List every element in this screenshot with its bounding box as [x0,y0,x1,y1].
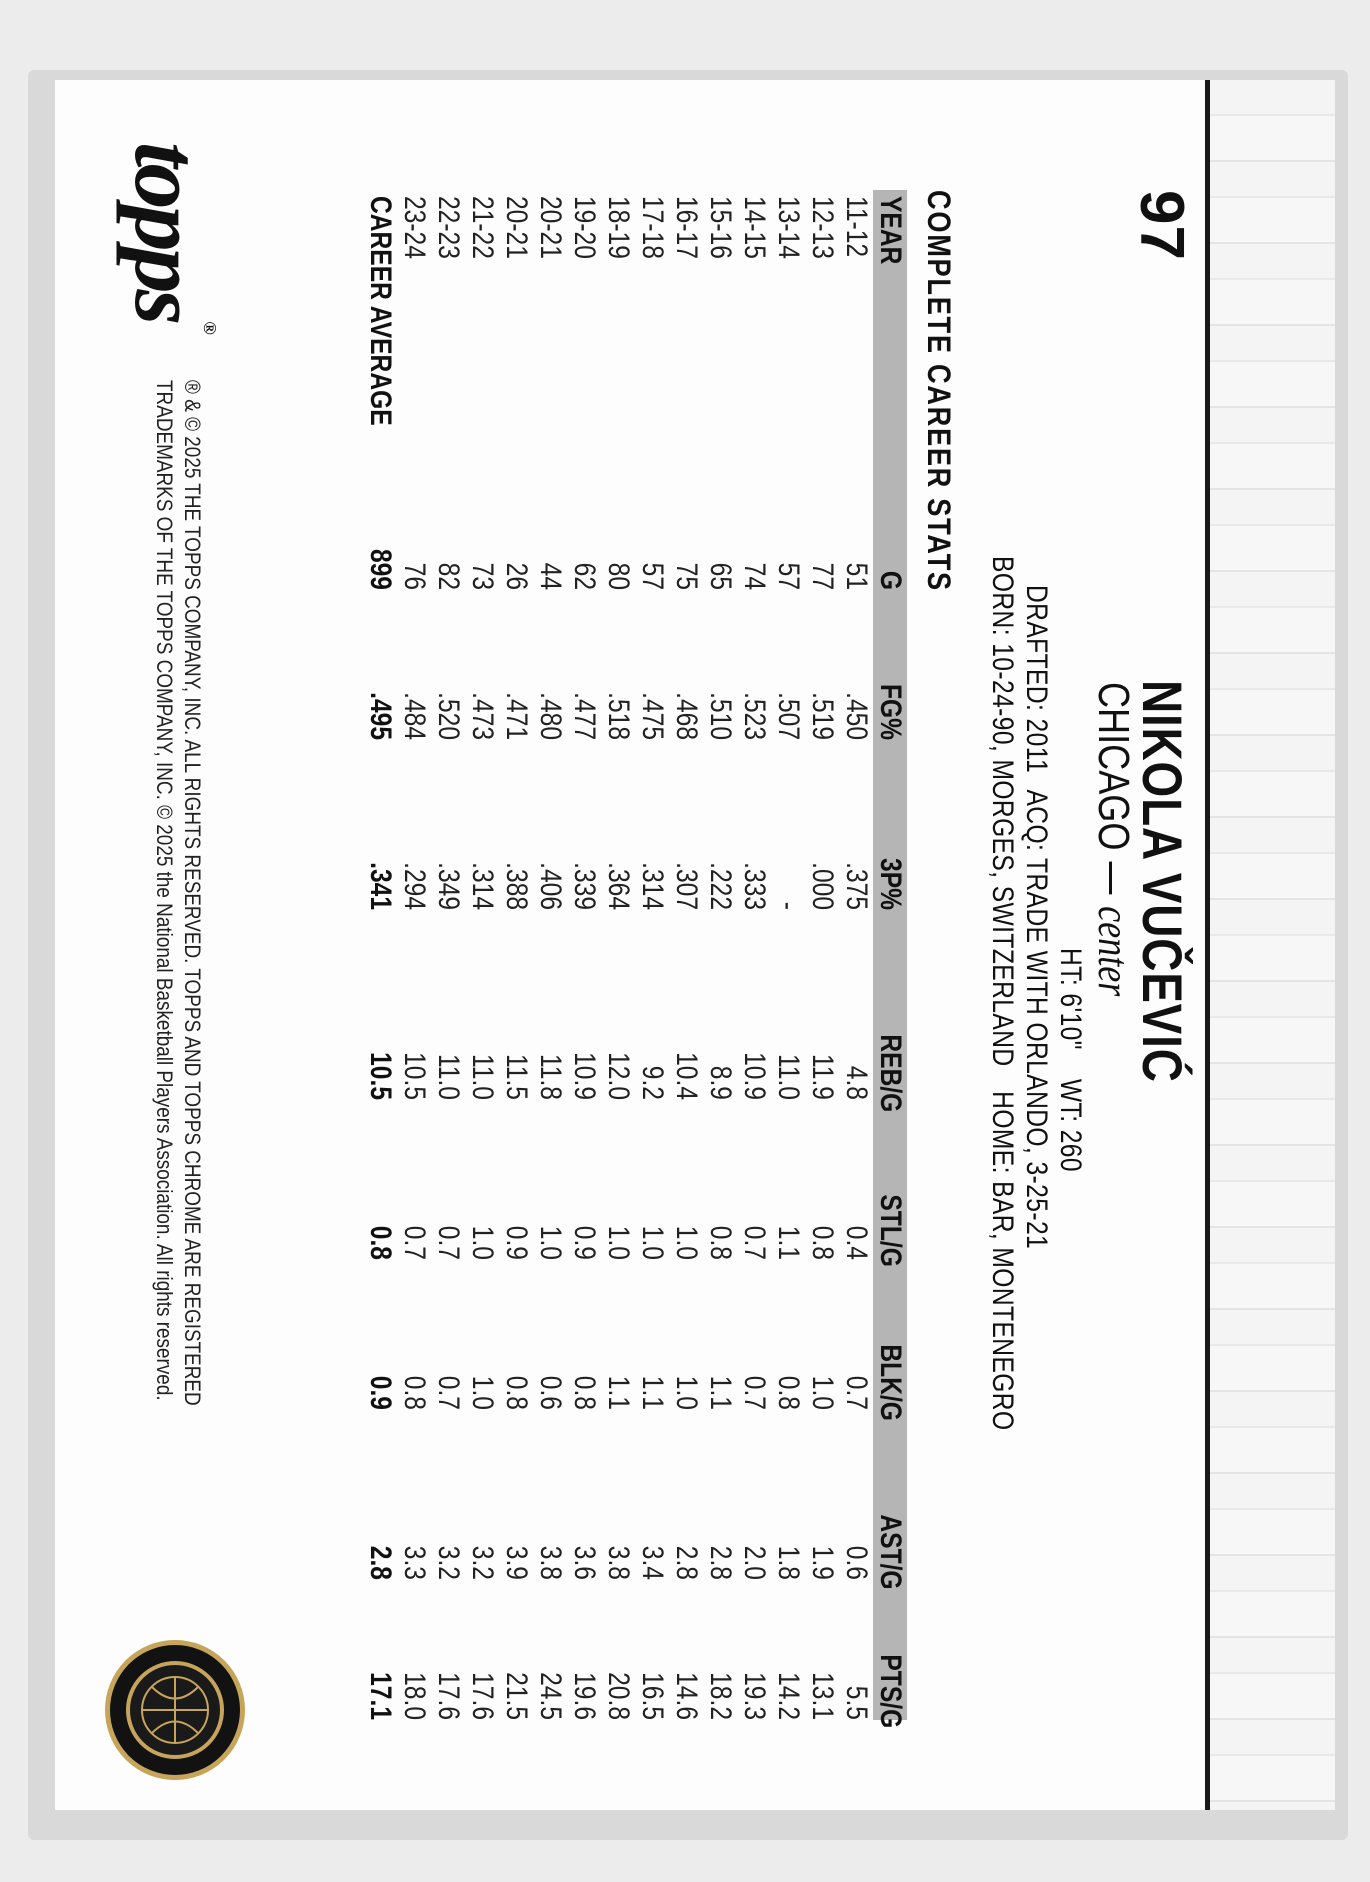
table-cell: 3.4 [636,1545,669,1580]
career-cell: 0.9 [364,1375,397,1410]
table-cell: 3.8 [602,1545,635,1580]
table-cell: 0.7 [840,1375,873,1410]
wood-grain-banner [1210,80,1335,1810]
table-cell: .333 [738,862,771,910]
table-cell: 74 [738,562,771,590]
table-cell: 17-18 [636,196,669,259]
table-cell: 0.7 [398,1225,431,1260]
table-cell: 0.7 [432,1225,465,1260]
table-cell: 18.0 [398,1672,431,1720]
table-cell: 10.4 [670,1052,703,1100]
table-cell: .314 [466,862,499,910]
table-cell: .450 [840,692,873,740]
table-cell: 26 [500,562,533,590]
table-cell: .473 [466,692,499,740]
table-cell: .314 [636,862,669,910]
table-cell: 4.8 [840,1065,873,1100]
table-cell: .349 [432,862,465,910]
nbpa-logo [105,1640,245,1780]
home: HOME: BAR, MONTENEGRO [986,1091,1019,1431]
table-cell: 1.1 [704,1375,737,1410]
table-row [805,190,839,1720]
table-cell: 0.6 [840,1545,873,1580]
table-cell: 20-21 [534,196,567,259]
career-cell: .495 [364,692,397,740]
table-cell: 73 [466,562,499,590]
table-cell: 3.3 [398,1545,431,1580]
table-cell: 65 [704,562,737,590]
table-cell: 10.9 [568,1052,601,1100]
drafted: DRAFTED: 2011 [1020,585,1053,774]
table-cell: 14.2 [772,1672,805,1720]
table-cell: .388 [500,862,533,910]
table-cell: 44 [534,562,567,590]
table-cell: .484 [398,692,431,740]
table-cell: .475 [636,692,669,740]
table-cell: 0.4 [840,1225,873,1260]
table-cell: 24.5 [534,1672,567,1720]
table-cell: - [772,901,805,910]
card-content [55,80,1335,1810]
table-cell: 11.9 [806,1053,839,1100]
table-cell: 19-20 [568,196,601,259]
table-cell: .477 [568,692,601,740]
table-cell: 16.5 [636,1672,669,1720]
table-cell: 0.7 [738,1225,771,1260]
table-cell: 1.0 [602,1225,635,1260]
trading-card-back [55,80,1335,1810]
table-row [601,190,635,1720]
topps-logo [114,142,220,335]
career-average-row [363,190,397,1720]
table-cell: 1.0 [466,1225,499,1260]
table-cell: 9.2 [636,1065,669,1100]
career-cell: 899 [364,548,397,590]
table-cell: 76 [398,562,431,590]
table-cell: 1.0 [670,1225,703,1260]
table-cell: 14-15 [738,196,771,259]
table-cell: 0.6 [534,1375,567,1410]
career-cell: .341 [364,862,397,910]
table-cell: 17.6 [432,1672,465,1720]
bio-draft-acq [1019,585,1053,1249]
table-cell: 0.8 [500,1375,533,1410]
card-number: 97 [1127,190,1196,261]
table-row [703,190,737,1720]
table-cell: 22-23 [432,196,465,259]
header-cell: PTS/G [874,1654,907,1729]
table-cell: 2.8 [670,1545,703,1580]
table-cell: 14.6 [670,1672,703,1720]
table-cell: 0.8 [398,1375,431,1410]
table-cell: 51 [840,562,873,590]
table-cell: 1.8 [772,1545,805,1580]
table-cell: .339 [568,862,601,910]
table-row [397,190,431,1720]
dash-divider [1109,862,1112,895]
player-position: center [1089,906,1138,997]
nbpa-seal-graphic [110,1645,240,1775]
table-cell: .520 [432,692,465,740]
table-cell: .480 [534,692,567,740]
table-cell: 11-12 [840,196,873,258]
weight: WT: 260 [1054,1078,1087,1172]
career-cell: 10.5 [364,1052,397,1100]
table-cell: 2.8 [704,1545,737,1580]
table-cell: 11.8 [534,1053,567,1100]
table-cell: 21-22 [466,196,499,259]
table-cell: 2.0 [738,1545,771,1580]
table-cell: 0.7 [432,1375,465,1410]
career-cell: CAREER AVERAGE [364,196,397,426]
table-row [771,190,805,1720]
table-cell: 0.8 [568,1375,601,1410]
table-cell: 18-19 [602,196,635,259]
table-cell: .307 [670,862,703,910]
table-cell: 12.0 [602,1052,635,1100]
table-row [533,190,567,1720]
table-cell: 19.6 [568,1672,601,1720]
table-cell: 15-16 [704,196,737,259]
table-cell: 0.9 [500,1225,533,1260]
header-cell: 3P% [874,858,907,910]
table-cell: 18.2 [704,1672,737,1720]
table-cell: 0.9 [568,1225,601,1260]
table-cell: 13.1 [806,1672,839,1720]
table-cell: 3.2 [466,1545,499,1580]
stats-title: COMPLETE CAREER STATS [921,190,957,592]
header-cell: STL/G [874,1194,907,1267]
table-cell: .406 [534,862,567,910]
table-cell: 57 [636,562,669,590]
player-name: NIKOLA VUČEVIĆ [1131,680,1194,1083]
legal-text-line-2: TRADEMARKS OF THE TOPPS COMPANY, INC. © 2025 the National Basketball Players Association. All rights reserved. [152,380,177,1401]
header-cell: FG% [874,683,907,740]
table-cell: 1.0 [466,1375,499,1410]
table-cell: .519 [806,692,839,740]
table-row [465,190,499,1720]
table-cell: 10.9 [738,1052,771,1100]
table-cell: 0.7 [738,1375,771,1410]
table-cell: .471 [500,692,533,740]
table-cell: 11.0 [432,1053,465,1100]
table-cell: 75 [670,562,703,590]
header-cell: BLK/G [874,1344,907,1421]
table-cell: 3.6 [568,1545,601,1580]
career-cell: 0.8 [364,1225,397,1260]
table-cell: 3.2 [432,1545,465,1580]
table-cell: 3.9 [500,1545,533,1580]
table-cell: .510 [704,692,737,740]
table-cell: 23-24 [398,196,431,259]
table-cell: 1.0 [670,1375,703,1410]
table-cell: 10.5 [398,1052,431,1100]
table-cell: .222 [704,862,737,910]
table-cell: 11.0 [772,1053,805,1100]
table-cell: 77 [806,562,839,590]
table-cell: 3.8 [534,1545,567,1580]
table-row [567,190,601,1720]
table-cell: 1.1 [602,1375,635,1410]
stats-body [397,190,873,1720]
topps-logo-text: topps [116,142,218,322]
header-cell: AST/G [874,1514,907,1590]
table-cell: 20-21 [500,196,533,259]
table-cell: 0.8 [772,1375,805,1410]
table-row [737,190,771,1720]
table-cell: 12-13 [806,196,839,259]
table-cell: 1.9 [806,1545,839,1580]
bio-born-home [985,556,1019,1431]
table-cell: .375 [840,862,873,910]
table-cell: .364 [602,862,635,910]
career-cell: 2.8 [364,1545,397,1580]
table-cell: .468 [670,692,703,740]
table-cell: 19.3 [738,1672,771,1720]
table-cell: .507 [772,692,805,740]
table-cell: 1.0 [806,1375,839,1410]
table-cell: .294 [398,862,431,910]
born: BORN: 10-24-90, MORGES, SWITZERLAND [986,556,1019,1067]
table-cell: 11.0 [466,1053,499,1100]
table-row [499,190,533,1720]
career-cell: 17.1 [364,1672,397,1720]
table-cell: 62 [568,562,601,590]
table-row [635,190,669,1720]
table-cell: 17.6 [466,1672,499,1720]
bio-height-weight [1053,948,1087,1172]
table-cell: 8.9 [704,1065,737,1100]
table-row [669,190,703,1720]
legal-text-line-1: ® & © 2025 THE TOPPS COMPANY, INC. ALL RIGHTS RESERVED. TOPPS AND TOPPS CHROME ARE REGISTERED [180,380,205,1406]
table-cell: 82 [432,562,465,590]
team-name: CHICAGO [1089,682,1138,851]
header-cell: G [874,570,907,590]
team-position-line [1088,682,1139,996]
table-cell: 57 [772,562,805,590]
acquired: ACQ: TRADE WITH ORLANDO, 3-25-21 [1020,789,1053,1250]
table-cell: 1.0 [534,1225,567,1260]
table-row [431,190,465,1720]
table-cell: 11.5 [500,1053,533,1100]
table-cell: 13-14 [772,196,805,259]
table-cell: 1.0 [636,1225,669,1260]
table-cell: .523 [738,692,771,740]
table-cell: 0.8 [704,1225,737,1260]
table-cell: 80 [602,562,635,590]
table-cell: 21.5 [500,1672,533,1720]
table-row [839,190,873,1720]
stats-header-row [873,190,907,1729]
table-cell: 1.1 [772,1225,805,1260]
table-cell: .000 [806,862,839,910]
registered-mark: ® [200,321,220,335]
divider-line [1205,80,1210,1810]
table-cell: 5.5 [840,1685,873,1720]
height: HT: 6'10" [1054,948,1087,1050]
table-cell: 0.8 [806,1225,839,1260]
table-cell: 16-17 [670,196,703,259]
header-cell: YEAR [874,196,907,265]
header-cell: REB/G [874,1034,907,1113]
table-cell: 20.8 [602,1672,635,1720]
table-cell: .518 [602,692,635,740]
table-cell: 1.1 [636,1375,669,1410]
career-stats-table [363,190,907,1729]
